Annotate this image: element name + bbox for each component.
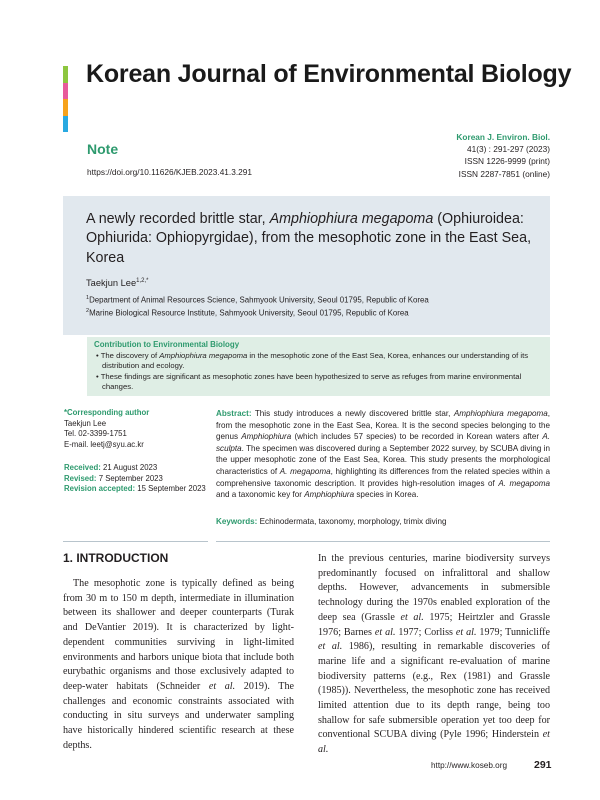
affiliation-1-text: Department of Animal Resources Science, Sahmyook University, Seoul 01795, Republic of Korea [89,295,429,305]
issn-online: ISSN 2287-7851 (online) [458,168,550,179]
contribution-item-2: • These findings are significant as mesophotic zones have been hypothesized to serve as refuges from marine environmental changes. [96,371,522,392]
volume-info: 41(3) : 291-297 (2023) [466,144,550,155]
abstract-text: , highlighting its differences from the related species within a comprehensive taxonomic description. It provides high-resolution images of [216,466,550,488]
abstract-species: A. megapoma [279,466,331,476]
corresponding-author [64,408,209,450]
affiliation-2-num: 2 [86,308,90,315]
body-etal: et al. [318,641,343,653]
color-bar-blue [63,116,68,133]
abstract-species: Amphiophiura [304,490,355,500]
corresponding-email[interactable]: E-mail. leetj@syu.ac.kr [64,439,144,449]
corresponding-header: *Corresponding author [64,408,150,417]
accepted-value: 15 September 2023 [137,484,206,494]
affiliation-1 [86,293,546,306]
divider-main [216,541,550,542]
abstract-text: species in Korea. [354,490,419,500]
contribution-item-1-a: The discovery of [100,351,160,360]
article-title [86,210,542,268]
journal-meta [456,131,550,180]
contribution-item-1-species: Amphiophiura megapoma [159,351,248,360]
body-text: 1975; Heirtzler and Grassle 1976; Barnes [318,611,550,638]
contribution-item-1-b: in the mesophotic zone of the East Sea, Korea, enhances our understanding of its distribution and ecology. [102,351,529,371]
section-heading: 1. INTRODUCTION [63,551,169,565]
affiliation-1-num: 1 [86,295,90,301]
received-label: Received: [64,463,101,472]
title-species: Amphiophiura megapoma [269,211,434,227]
issn-print: ISSN 1226-9999 (print) [464,156,550,167]
body-column-left [63,577,294,753]
accepted-date [64,484,214,495]
body-etal: et al. [208,680,236,692]
received-value: 21 August 2023 [103,463,158,472]
journal-abbreviation: Korean J. Environ. Biol. [456,132,550,142]
body-etal: et al. [374,626,396,638]
keywords [216,517,446,526]
body-etal: et al. [455,626,477,638]
article-dates [64,463,214,495]
abstract-label: Abstract: [216,409,252,418]
contribution-item-2-text: These findings are significant as mesophotic zones have been hypothesized to serve as refuges from marine environmental changes. [100,371,522,392]
revised-label: Revised: [64,473,97,483]
keywords-text: Echinodermata, taxonomy, morphology, trimix diving [257,517,447,526]
divider-left [63,541,208,542]
doi-link[interactable]: https://doi.org/10.11626/KJEB.2023.41.3.291 [87,167,252,177]
journal-color-bar [63,66,68,132]
abstract-species: A. megapoma [498,478,551,488]
body-text: 2019). The challenges and economic constraints associated with conducting in situ surveys and underwater sampling have historically hindered scientific research at these depths. [63,680,294,751]
body-text: 1986), resulting in remarkable discoveries of marine life and a significant re-evaluation of marine biodiversity patterns (e.g., Rex (1981) and Grassle (1985)). Nevertheless, the mesophotic zone has received limited attention due to its depth range, being too shallow for safe submersible operation yet too deep for conventional SCUBA diving (Pyle 1996; Hinderstein [318,641,550,741]
title-part-2: (Ophiuroidea: Ophiurida: Ophiopyrgidae), from the mesophotic zone in the East Sea, Korea [86,211,532,266]
abstract [216,408,550,501]
abstract-text: and a taxonomic key for [216,490,305,500]
abstract-species: A. sculpta [216,432,550,453]
keywords-label: Keywords: [216,517,258,526]
color-bar-green [63,66,68,83]
contribution-item-1: • The discovery of Amphiophiura megapoma in the mesophotic zone of the East Sea, Korea, enhances our understanding of its distribution and ecology. [96,351,529,371]
title-part-1: A newly recorded brittle star, [86,211,270,227]
abstract-text: , from the mesophotic zone in the East Sea, Korea. It is the second species belonging to the genus [216,409,550,442]
page-number: 291 [534,759,552,771]
body-column-right [318,552,550,758]
abstract-text: This study introduces a newly discovered brittle star, [251,409,454,418]
body-text: The mesophotic zone is typically defined as being from 30 m to 150 m depth, intermediate in illumination between its shallower and deeper counterparts (Turak and DeVantier 2019). It is characterized by light-dependent communities surviving in light-limited environments and harbors unique biota that include both eurybathic organisms and those exclusively adapted to deep-water habitats (Schneider [63,578,294,692]
revised-value: 7 September 2023 [98,473,163,483]
author-line [86,278,148,288]
affiliations [86,293,546,319]
corresponding-name: Taekjun Lee [64,418,107,428]
article-type: Note [87,141,119,157]
body-etal: et al. [400,611,424,623]
abstract-species: Amphiophiura megapoma [453,409,548,418]
corresponding-tel: Tel. 02-3399-1751 [64,429,127,439]
body-etal: et al. [318,729,550,756]
author-name: Taekjun Lee [86,278,137,289]
footer-url[interactable]: http://www.koseb.org [431,761,507,770]
body-text: 1979; Tunnicliffe [476,626,550,638]
abstract-species: Amphiophiura [241,432,292,442]
journal-title: Korean Journal of Environmental Biology [86,60,572,88]
body-text: In the previous centuries, marine biodiversity surveys predominantly focused on infralittoral and shallow depths. However, advancements in submersible technology during the 1970s enabled exploration of the deep sea (Grassle [318,553,550,623]
color-bar-orange [63,99,68,116]
revised-date [64,474,214,485]
color-bar-pink [63,83,68,100]
abstract-text: . The specimen was discovered during a September 2022 survey, by SCUBA diving in the upper mesophotic zone of the East Sea, Korea. This study presents the morphological characteristics of [216,443,550,476]
received-date [64,463,214,474]
accepted-label: Revision accepted: [64,484,136,494]
affiliation-2-text: Marine Biological Resource Institute, Sahmyook University, Seoul 01795, Republic of Korea [89,308,409,318]
affiliation-2 [86,306,546,319]
contribution-title: Contribution to Environmental Biology [94,340,240,349]
abstract-text: (which includes 57 species) to be recorded in Korean waters after [291,432,543,442]
author-marks: 1,2,* [136,278,149,284]
body-text: 1977; Corliss [395,626,456,638]
contribution-list [94,351,544,393]
